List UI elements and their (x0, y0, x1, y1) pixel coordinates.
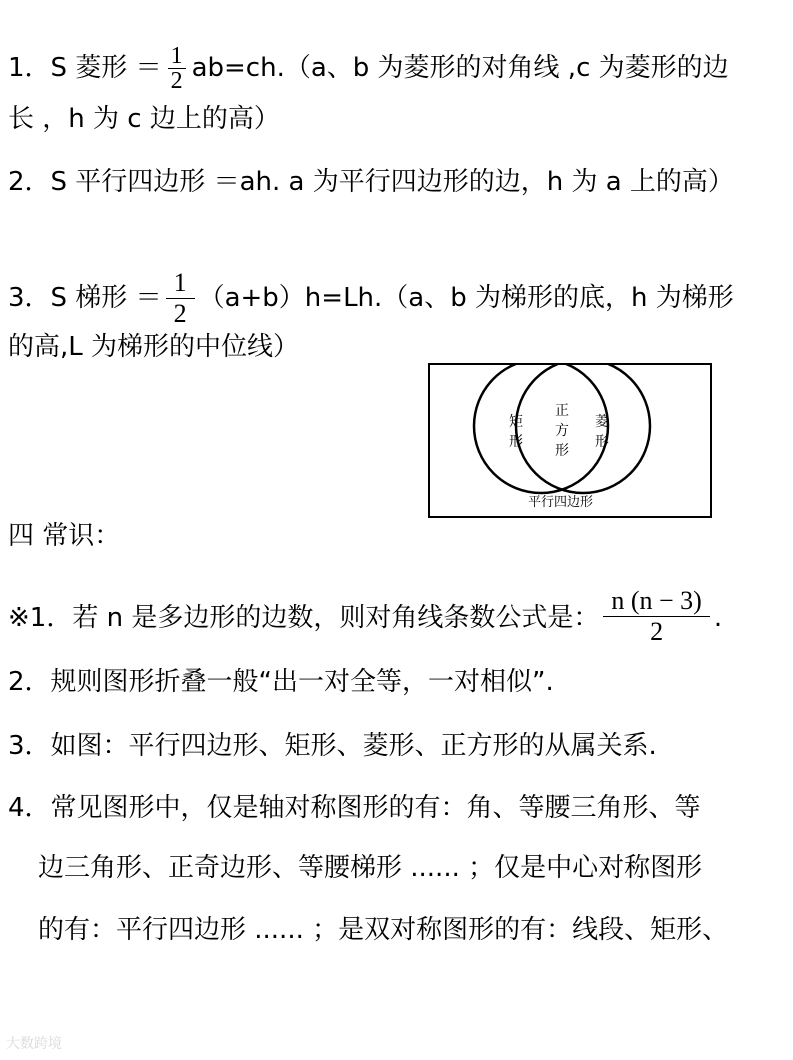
fraction-denominator: 2 (168, 68, 186, 93)
formula-trapezoid-continuation: 的高,L 为梯形的中位线） (8, 332, 300, 362)
watermark-logo: 大数跨境 (6, 1036, 62, 1052)
venn-label-rectangle-2: 形 (509, 434, 523, 450)
venn-label-square-3: 形 (555, 443, 569, 459)
fraction-denominator: 2 (603, 616, 709, 647)
diagonal-formula-period: . (713, 603, 723, 633)
fraction-one-half (166, 268, 195, 329)
formula-trapezoid-prefix: 3．S 梯形 ＝ (8, 283, 162, 313)
formula-rhombus-suffix: ab=ch.（a、b 为菱形的对角线 ,c 为菱形的边 (191, 53, 729, 83)
symmetry-line-2: 边三角形、正奇边形、等腰梯形 ...... ；仅是中心对称图形 (38, 853, 703, 883)
venn-diagram (428, 363, 712, 518)
formula-trapezoid-suffix: （a+b）h=Lh.（a、b 为梯形的底，h 为梯形 (198, 283, 734, 313)
diagonal-count-formula (8, 586, 722, 647)
folding-rule: 2．规则图形折叠一般“出一对全等，一对相似”. (8, 667, 554, 697)
venn-label-rhombus-2: 形 (595, 434, 609, 450)
fraction-diagonals (603, 586, 709, 647)
figure-relationship: 3．如图：平行四边形、矩形、菱形、正方形的从属关系. (8, 731, 657, 761)
fraction-numerator: n (n − 3) (611, 586, 702, 615)
fraction-denominator: 2 (166, 298, 195, 329)
formula-rhombus-area (8, 44, 729, 93)
fraction-numerator: 1 (173, 268, 187, 297)
symmetry-line-3: 的有：平行四边形 ...... ；是双对称图形的有：线段、矩形、 (38, 915, 729, 945)
formula-rhombus-prefix: 1．S 菱形 ＝ (8, 53, 162, 83)
formula-rhombus-continuation: 长 ，h 为 c 边上的高） (8, 104, 280, 134)
diagonal-formula-text: ※1．若 n 是多边形的边数，则对角线条数公式是： (8, 603, 600, 633)
fraction-one-half (168, 44, 186, 93)
venn-diagram-svg (428, 363, 712, 518)
venn-label-parallelogram: 平行四边形 (528, 495, 594, 510)
section-heading: 四 常识： (8, 521, 121, 551)
fraction-numerator: 1 (170, 43, 183, 69)
formula-trapezoid-area (8, 268, 734, 329)
formula-parallelogram-area: 2．S 平行四边形 ＝ah. a 为平行四边形的边，h 为 a 上的高） (8, 167, 734, 197)
venn-label-rectangle-1: 矩 (509, 414, 523, 430)
venn-label-rhombus-1: 菱 (595, 414, 609, 430)
symmetry-line-1: 4．常见图形中，仅是轴对称图形的有：角、等腰三角形、等 (8, 793, 701, 823)
venn-label-square-2: 方 (555, 423, 569, 439)
venn-label-square-1: 正 (555, 403, 569, 419)
